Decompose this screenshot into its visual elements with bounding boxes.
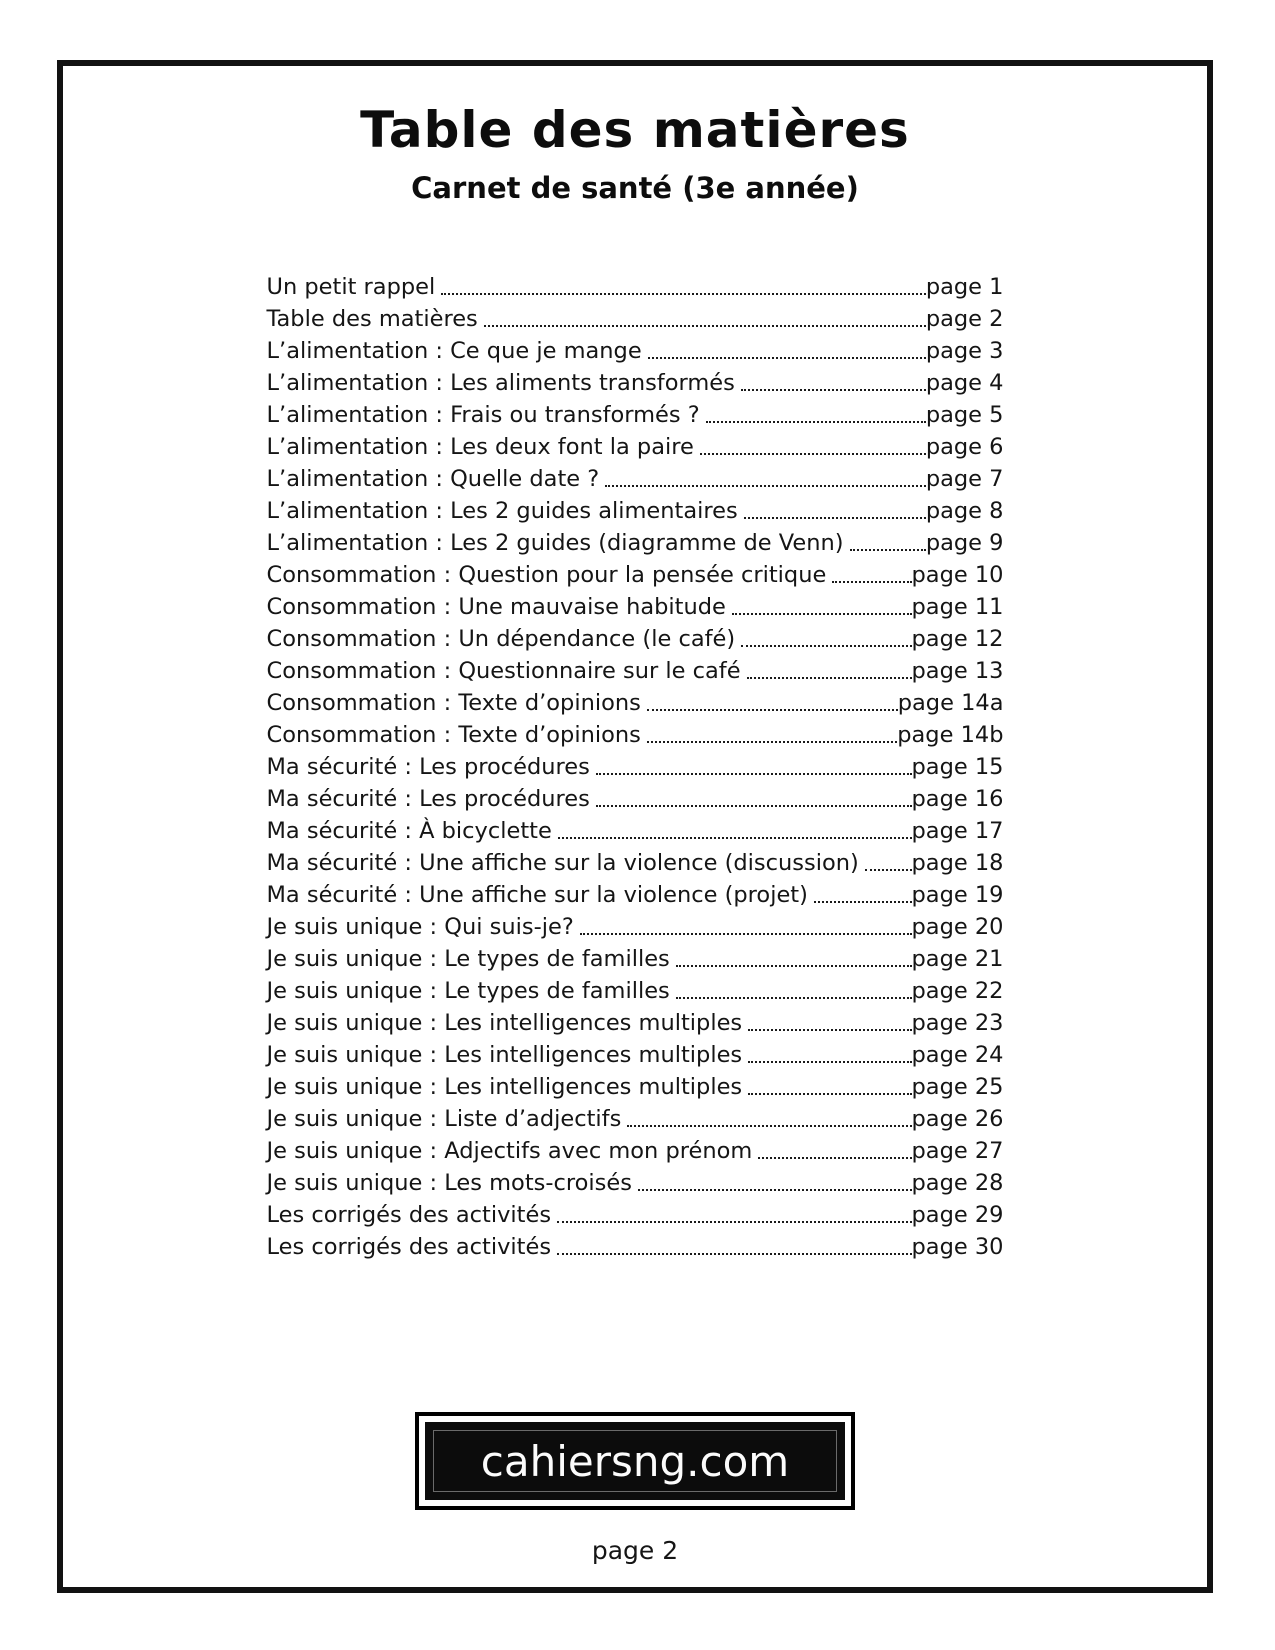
dotted-leader [558,837,912,839]
toc-entry [267,684,1004,716]
toc-entry-label: Consommation : Texte d’opinions [266,722,641,748]
toc-entry-page: page 10 [911,562,1004,588]
toc-entry [267,1068,1004,1100]
toc-entry [267,364,1004,396]
toc-entry-page: page 6 [925,434,1004,460]
toc-entry-label: Ma sécurité : Une affiche sur la violence (discussion) [266,850,859,876]
toc-entry [267,492,1004,524]
toc-entry-label: Consommation : Question pour la pensée critique [266,562,827,588]
toc-entry-label: Consommation : Un dépendance (le café) [266,626,736,652]
dotted-leader [638,1189,912,1191]
toc-entry-label: Je suis unique : Liste d’adjectifs [266,1106,622,1132]
dotted-leader [580,933,912,935]
dotted-leader [732,613,912,615]
toc-entry-page: page 19 [911,882,1004,908]
dotted-leader [596,805,912,807]
toc-entry [267,972,1004,1004]
toc-entry [267,524,1004,556]
toc-entry-page: page 7 [925,466,1004,492]
toc-entry-page: page 15 [911,754,1004,780]
dotted-leader [758,1157,911,1159]
dotted-leader [832,581,911,583]
dotted-leader [647,709,898,711]
toc-entry [267,268,1004,300]
table-of-contents [267,268,1004,1260]
dotted-leader [814,901,912,903]
dotted-leader [747,677,912,679]
dotted-leader [676,965,912,967]
toc-entry-page: page 8 [925,498,1004,524]
toc-entry-label: Je suis unique : Adjectifs avec mon prénom [266,1138,753,1164]
toc-entry-label: Table des matières [266,306,478,332]
toc-entry-label: L’alimentation : Les deux font la paire [266,434,694,460]
dotted-leader [647,741,897,743]
toc-entry-page: page 28 [911,1170,1004,1196]
toc-entry [267,652,1004,684]
toc-entry-page: page 22 [911,978,1004,1004]
toc-entry-label: Ma sécurité : Une affiche sur la violence (projet) [266,882,808,908]
toc-entry [267,556,1004,588]
toc-entry-label: L’alimentation : Les 2 guides (diagramme de Venn) [266,530,844,556]
toc-entry [267,460,1004,492]
toc-entry-page: page 16 [911,786,1004,812]
toc-entry-page: page 24 [911,1042,1004,1068]
toc-entry [267,876,1004,908]
toc-entry-page: page 27 [911,1138,1004,1164]
toc-entry [267,300,1004,332]
toc-entry [267,1228,1004,1260]
toc-entry-label: Je suis unique : Le types de familles [266,978,670,1004]
toc-entry [267,396,1004,428]
toc-entry-page: page 14a [897,690,1004,716]
toc-entry [267,1036,1004,1068]
dotted-leader [557,1221,911,1223]
toc-entry [267,908,1004,940]
toc-entry-page: page 18 [911,850,1004,876]
toc-entry-page: page 29 [911,1202,1004,1228]
dotted-leader [700,453,926,455]
dotted-leader [648,357,926,359]
dotted-leader [596,773,912,775]
page-number-footer: page 2 [591,1536,679,1565]
toc-entry-page: page 1 [925,274,1004,300]
toc-entry-label: L’alimentation : Ce que je mange [266,338,642,364]
dotted-leader [557,1253,911,1255]
toc-entry [267,1004,1004,1036]
toc-entry-page: page 14b [897,722,1004,748]
toc-entry [267,1132,1004,1164]
toc-entry-label: L’alimentation : Les aliments transformés [266,370,735,396]
toc-entry-page: page 21 [911,946,1004,972]
toc-entry [267,1164,1004,1196]
toc-entry-label: Consommation : Questionnaire sur le café [266,658,741,684]
site-badge-frame [415,1412,855,1510]
toc-entry-page: page 5 [925,402,1004,428]
dotted-leader [627,1125,911,1127]
toc-entry [267,1196,1004,1228]
toc-entry-label: Consommation : Texte d’opinions [266,690,641,716]
toc-entry-page: page 11 [911,594,1004,620]
site-badge-label: cahiersng.com [425,1422,845,1500]
toc-entry-page: page 9 [925,530,1004,556]
toc-entry [267,588,1004,620]
toc-entry [267,428,1004,460]
toc-entry-label: Je suis unique : Les intelligences multiples [266,1010,743,1036]
dotted-leader [484,325,926,327]
toc-entry [267,940,1004,972]
toc-entry-label: Les corrigés des activités [266,1202,552,1228]
toc-entry [267,620,1004,652]
page-subtitle: Carnet de santé (3e année) [411,171,859,205]
toc-entry-label: Je suis unique : Qui suis-je? [266,914,574,940]
toc-entry-label: Je suis unique : Le types de familles [266,946,670,972]
toc-entry-label: Les corrigés des activités [266,1234,552,1260]
dotted-leader [605,485,926,487]
dotted-leader [744,517,926,519]
toc-entry-page: page 12 [911,626,1004,652]
dotted-leader [441,293,926,295]
toc-entry-label: Ma sécurité : À bicyclette [266,818,552,844]
toc-entry-label: L’alimentation : Les 2 guides alimentaires [266,498,738,524]
toc-entry-label: Je suis unique : Les intelligences multiples [266,1042,743,1068]
toc-entry [267,844,1004,876]
dotted-leader [748,1093,911,1095]
page-title: Table des matières [360,101,910,159]
toc-entry-label: Je suis unique : Les intelligences multiples [266,1074,743,1100]
toc-entry [267,332,1004,364]
toc-entry-page: page 25 [911,1074,1004,1100]
dotted-leader [748,1061,911,1063]
toc-entry-label: Je suis unique : Les mots-croisés [266,1170,632,1196]
page-border [57,60,1213,1593]
toc-entry-page: page 23 [911,1010,1004,1036]
toc-entry-label: Ma sécurité : Les procédures [266,754,590,780]
toc-entry-page: page 2 [925,306,1004,332]
toc-entry [267,780,1004,812]
toc-entry-page: page 26 [911,1106,1004,1132]
toc-entry-page: page 13 [911,658,1004,684]
toc-entry [267,1100,1004,1132]
toc-entry-label: Un petit rappel [266,274,436,300]
toc-entry-page: page 3 [925,338,1004,364]
dotted-leader [850,549,926,551]
toc-entry-page: page 30 [911,1234,1004,1260]
dotted-leader [865,869,912,871]
toc-entry-page: page 20 [911,914,1004,940]
dotted-leader [741,389,926,391]
toc-entry-page: page 4 [925,370,1004,396]
toc-entry-label: L’alimentation : Quelle date ? [266,466,600,492]
toc-entry-label: Ma sécurité : Les procédures [266,786,590,812]
toc-entry [267,812,1004,844]
toc-entry-label: L’alimentation : Frais ou transformés ? [266,402,700,428]
toc-entry-page: page 17 [911,818,1004,844]
toc-entry-label: Consommation : Une mauvaise habitude [266,594,726,620]
dotted-leader [741,645,911,647]
site-badge [415,1412,855,1510]
toc-entry [267,748,1004,780]
dotted-leader [676,997,912,999]
toc-entry [267,716,1004,748]
dotted-leader [706,421,926,423]
dotted-leader [748,1029,911,1031]
